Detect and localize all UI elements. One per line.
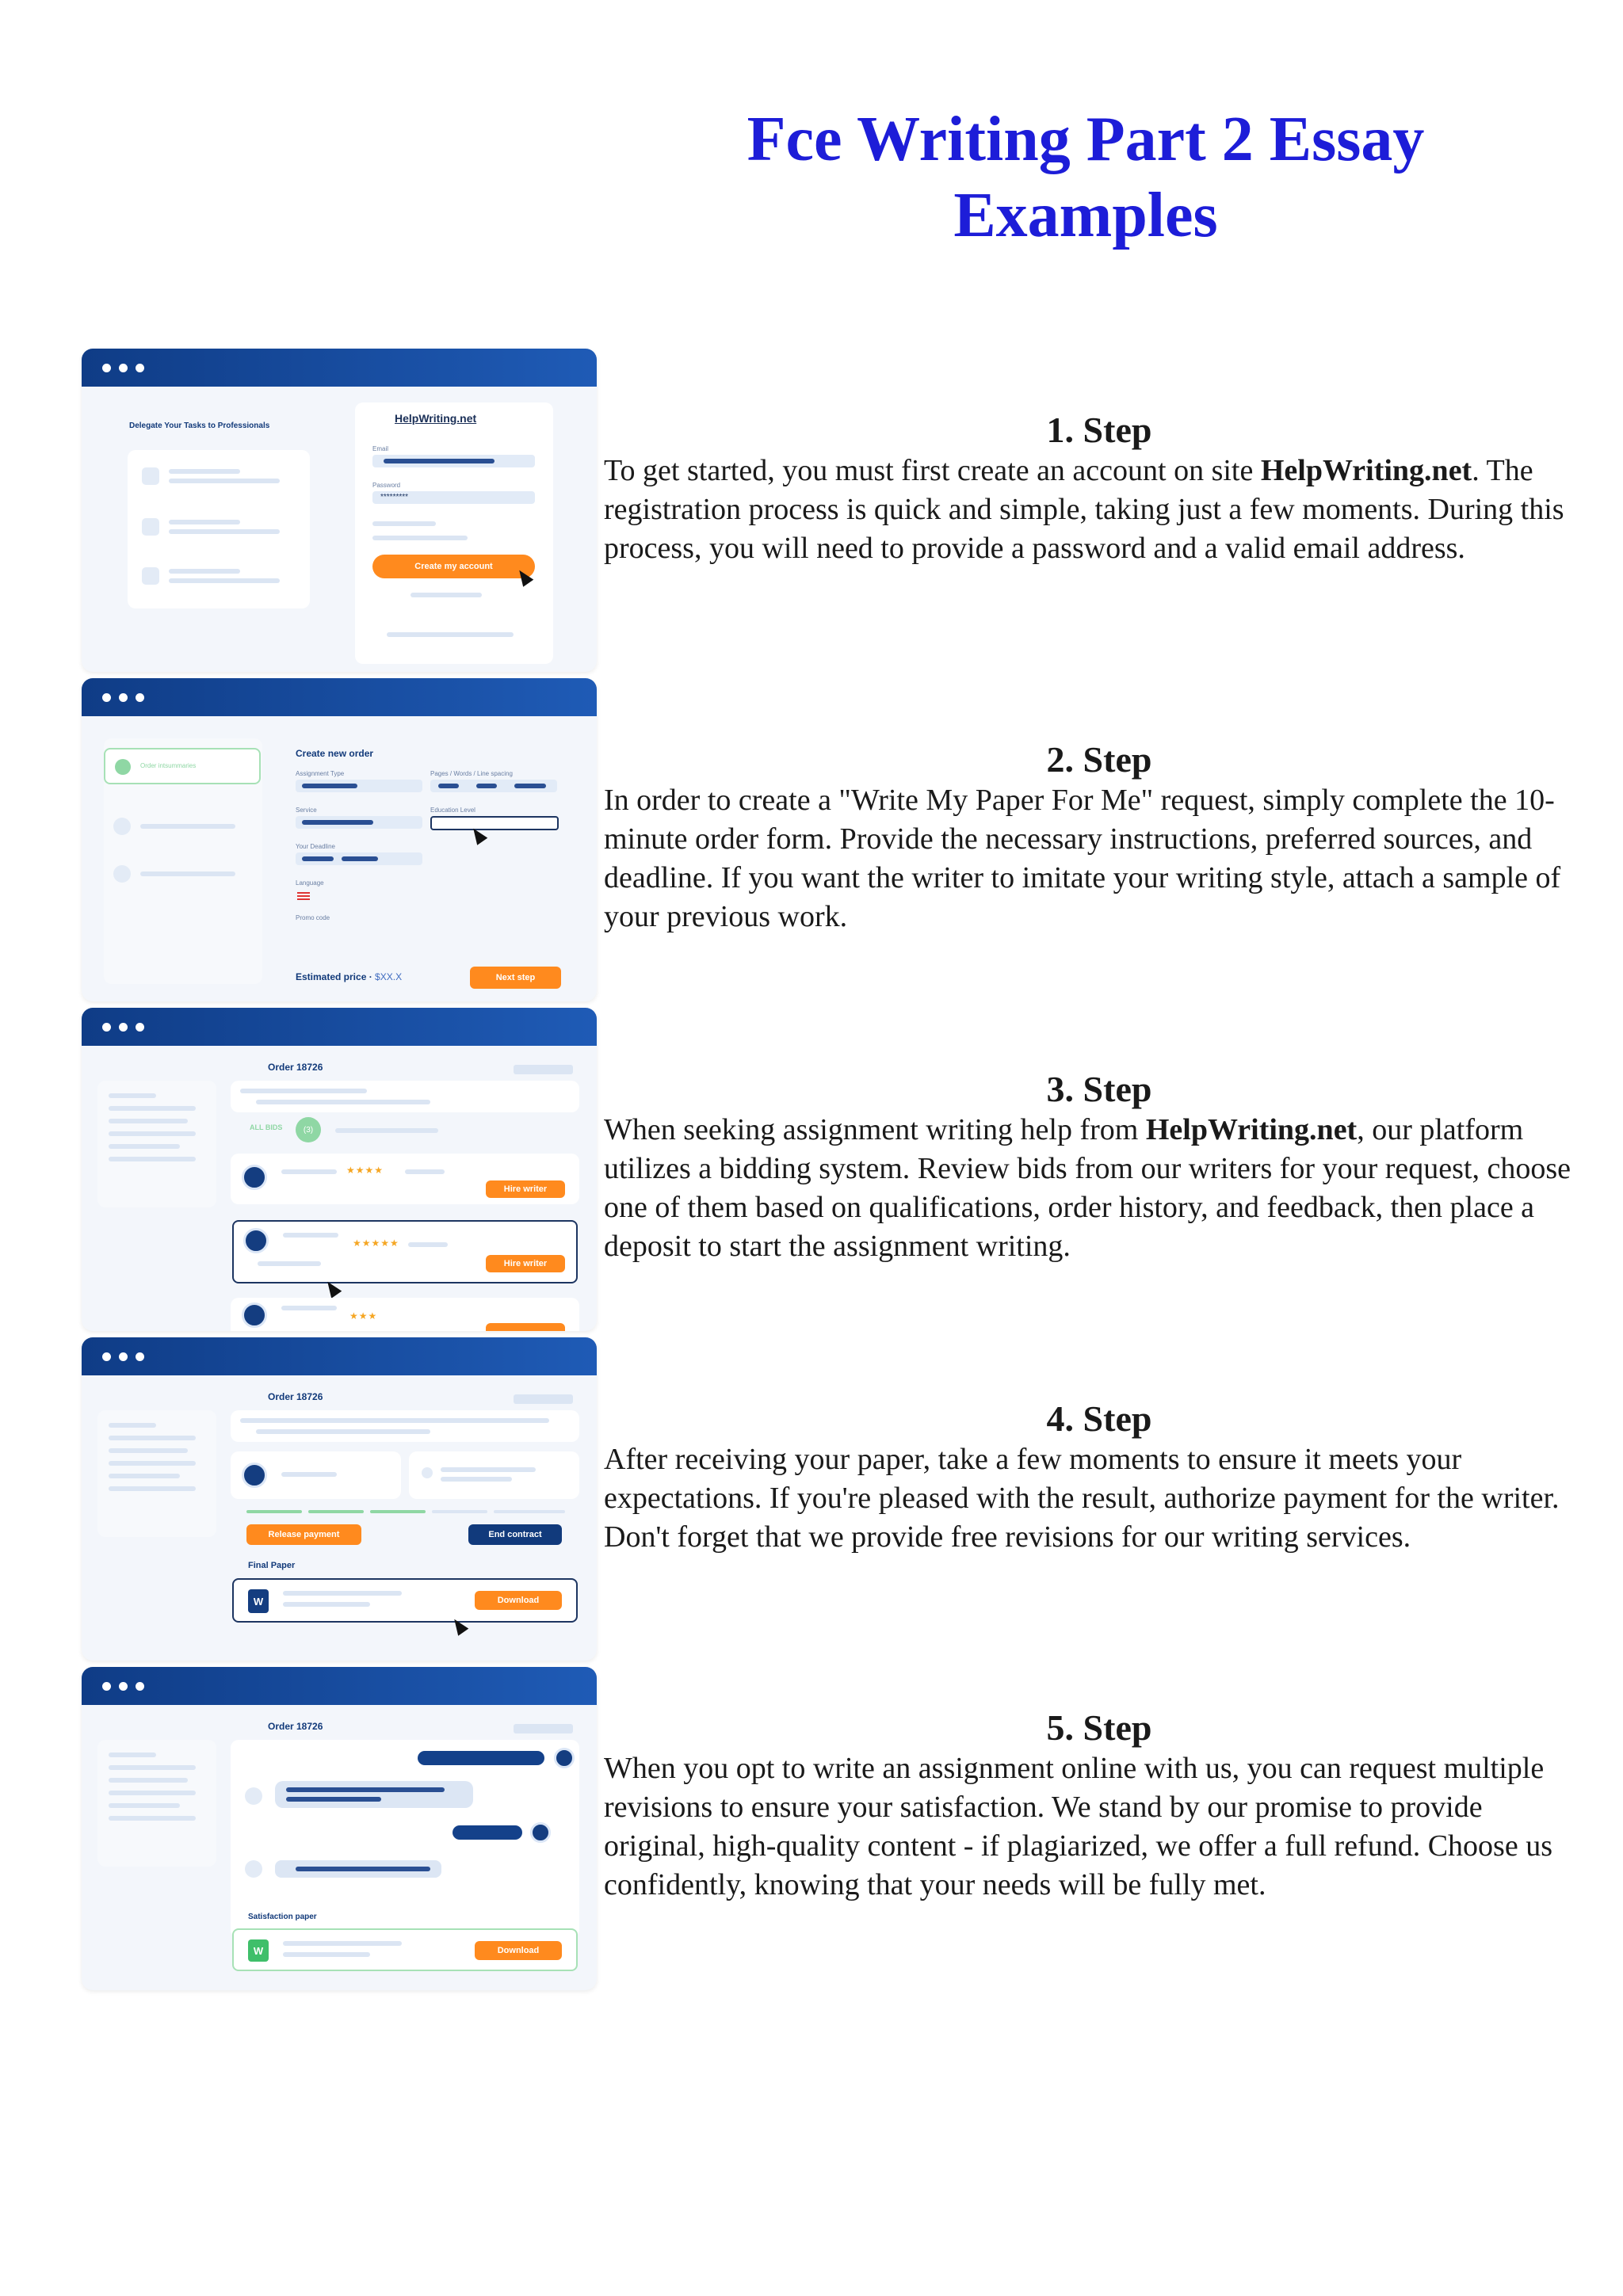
brand-link: HelpWriting.net: [1145, 1113, 1358, 1146]
order-sidebar: [104, 738, 262, 984]
order-heading: Order 18726: [268, 1062, 323, 1073]
order-details-panel: [97, 1081, 216, 1207]
writer-card: [231, 1451, 401, 1499]
order-summary: [231, 1081, 579, 1112]
chat-message: [453, 1825, 522, 1840]
order-heading: Order 18726: [268, 1391, 323, 1402]
rating-stars-icon: ★★★★: [346, 1165, 384, 1176]
chat-message: [275, 1860, 441, 1878]
step-text: When you opt to write an assignment online with us, you can request multiple revisions to ensure your satisfaction. We stand by our promise to provide original, high-quality content - if plagiarized, we offer a full refund. Choose us confidently, knowing that your needs will be fully met.: [604, 1752, 1552, 1901]
order-summary: [231, 1410, 579, 1442]
pages-stepper[interactable]: [430, 780, 557, 792]
step-text: When seeking assignment writing help from HelpWriting.net, our platform utilizes a bidding system. Review bids from our writers for your request, choose one of them based on qualifications, order history, and feedback, then place a deposit to start the assignment writing.: [604, 1113, 1571, 1263]
estimated-price-label: Estimated price · $XX.X: [296, 971, 403, 982]
window-titlebar: [82, 678, 597, 716]
order-form-heading: Create new order: [296, 748, 374, 759]
bids-count-badge: (3): [296, 1117, 321, 1142]
window-titlebar: [82, 1008, 597, 1046]
brand-link: HelpWriting.net: [1260, 454, 1472, 487]
writer-avatar: [242, 1302, 267, 1328]
window-titlebar: [82, 1337, 597, 1375]
password-label: Password: [372, 482, 401, 489]
bids-screenshot: [82, 1008, 597, 1331]
window-dots: [102, 1352, 144, 1361]
step-3: [604, 1068, 1587, 1266]
step-heading: 2. Step: [1046, 739, 1152, 780]
deadline-picker[interactable]: [296, 852, 422, 865]
hire-writer-button[interactable]: Hire writer: [486, 1180, 565, 1198]
signup-form: [355, 402, 553, 664]
user-avatar: [554, 1748, 575, 1768]
writer-avatar: [242, 1463, 267, 1488]
word-document-icon: W: [248, 1589, 269, 1613]
signup-heading: Delegate Your Tasks to Professionals: [129, 421, 270, 430]
estimated-price-value: $XX.X: [375, 971, 403, 982]
us-flag-icon: [297, 892, 310, 900]
end-contract-button[interactable]: End contract: [468, 1524, 562, 1545]
bid-card[interactable]: [231, 1154, 579, 1204]
order-details-panel: [97, 1410, 216, 1537]
page-title: Fce Writing Part 2 Essay Examples: [747, 105, 1425, 250]
download-button[interactable]: Download: [475, 1591, 562, 1610]
signup-screenshot: [82, 349, 597, 672]
assignment-type-select[interactable]: [296, 780, 422, 792]
order-form-screenshot: Order intsummaries Create new order Assignment Type Pages / Words / Line spacing Service Education Level Your Deadline Language Promo code Estimated price · $XX.X Next step: [82, 678, 597, 1001]
hire-writer-button[interactable]: [486, 1323, 565, 1331]
step-2: [604, 738, 1587, 936]
final-paper-file[interactable]: [232, 1578, 578, 1623]
writer-avatar: [243, 1228, 269, 1253]
step-heading: 5. Step: [1046, 1707, 1152, 1748]
hire-writer-button[interactable]: Hire writer: [486, 1255, 565, 1272]
bid-card[interactable]: [231, 1298, 579, 1331]
create-account-button[interactable]: Create my account: [372, 555, 535, 578]
step-4: [604, 1398, 1587, 1557]
service-select[interactable]: [296, 816, 422, 829]
writer-info-card: [409, 1451, 579, 1499]
order-heading: Order 18726: [268, 1721, 323, 1732]
user-avatar: [530, 1822, 551, 1843]
step-5: [604, 1707, 1587, 1905]
education-level-select[interactable]: [430, 816, 559, 830]
window-dots: [102, 1682, 144, 1691]
release-payment-button[interactable]: Release payment: [246, 1524, 361, 1545]
step-text: In order to create a "Write My Paper For Me" request, simply complete the 10-minute order form. Provide the necessary instructions, preferred sources, and deadline. If you want the writer to imitate your writing style, attach a sample of your previous work.: [604, 784, 1561, 933]
step-text: After receiving your paper, take a few moments to ensure it meets your expectations. If you're pleased with the result, authorize payment for the writer. Don't forget that we provide free revisions for our writing services.: [604, 1443, 1560, 1554]
window-titlebar: [82, 349, 597, 387]
satisfaction-paper-file[interactable]: [232, 1928, 578, 1971]
step-1: [604, 409, 1587, 568]
rating-stars-icon: ★★★: [349, 1310, 378, 1322]
window-dots: [102, 364, 144, 372]
word-document-icon: W: [248, 1939, 269, 1962]
step-text: To get started, you must first create an account on site HelpWriting.net. The registration process is quick and simple, taking just a few moments. During this process, you will need to provide a password and a valid email address.: [604, 454, 1564, 565]
satisfaction-paper-label: Satisfaction paper: [248, 1913, 317, 1921]
order-details-panel: [97, 1740, 216, 1867]
next-step-button[interactable]: Next step: [470, 967, 561, 989]
sidebar-item-active[interactable]: Order intsummaries: [104, 748, 261, 784]
email-label: Email: [372, 445, 389, 452]
final-paper-label: Final Paper: [248, 1561, 296, 1570]
step-heading: 3. Step: [1046, 1069, 1152, 1109]
step-heading: 4. Step: [1046, 1398, 1152, 1439]
step-heading: 1. Step: [1046, 410, 1152, 450]
email-field[interactable]: [372, 455, 535, 467]
bid-card-selected[interactable]: [232, 1220, 578, 1283]
rating-stars-icon: ★★★★★: [353, 1238, 399, 1249]
window-dots: [102, 693, 144, 702]
download-button[interactable]: Download: [475, 1941, 562, 1960]
brand-logo: HelpWriting.net: [395, 412, 477, 425]
all-bids-label: ALL BIDS: [250, 1123, 283, 1131]
window-titlebar: [82, 1667, 597, 1705]
window-dots: [102, 1023, 144, 1032]
revisions-screenshot: [82, 1667, 597, 1990]
password-field[interactable]: *********: [372, 491, 535, 504]
features-card: [128, 450, 310, 608]
writer-avatar: [242, 1165, 267, 1190]
payment-screenshot: [82, 1337, 597, 1661]
chat-message: [275, 1781, 473, 1808]
chat-panel: [231, 1740, 579, 1938]
chat-message: [418, 1751, 544, 1765]
